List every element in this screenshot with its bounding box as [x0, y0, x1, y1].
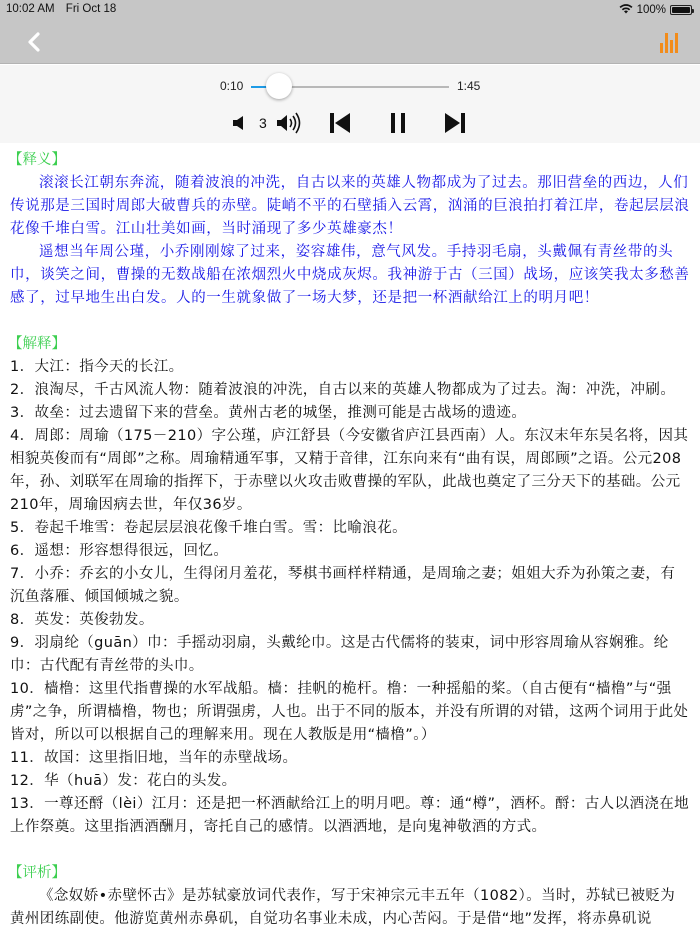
analysis-paragraph: 《念奴娇•赤壁怀古》是苏轼豪放词代表作，写于宋神宗元丰五年（1082）。当时，苏轼已被贬为黄州团练副使。他游览黄州赤鼻矶，自觉功名事业未成，内心苦闷。于是借“地”发挥，将赤鼻矶说: [10, 888, 676, 927]
status-bar: [0, 0, 700, 20]
skip-next-icon: [443, 111, 467, 135]
note-item: 7．小乔：乔玄的小女儿，生得闭月羞花，琴棋书画样样精通，是周瑜之妻；姐姐大乔为孙策之妻，有沉鱼落雁、倾国倾城之貌。: [10, 566, 676, 605]
note-item: 11．故国：这里指旧地，当年的赤壁战场。: [10, 750, 298, 766]
previous-button[interactable]: [328, 109, 352, 137]
note-item: 6．遥想：形容想得很远，回忆。: [10, 543, 229, 559]
note-item: 3．故垒：过去遗留下来的营垒。黄州古老的城堡，推测可能是古战场的遗迹。: [10, 405, 527, 421]
note-item: 9．羽扇纶（guān）巾：手摇动羽扇，头戴纶巾。这是古代儒将的装束，词中形容周瑜从容娴雅。纶巾：古代配有青丝带的头巾。: [10, 635, 669, 674]
translation-paragraph: 滚滚长江朝东奔流，随着波浪的冲洗，自古以来的英雄人物都成为了过去。那旧营垒的西边，人们传说那是三国时周郎大破曹兵的赤壁。陡峭不平的石壁插入云霄，汹涌的巨浪拍打着江岸，卷起层层浪花像千堆白雪。江山壮美如画，当时涌现了多少英雄豪杰！: [10, 175, 690, 237]
note-item: 13．一尊还酹（lèi）江月：还是把一杯酒献给江上的明月吧。尊：通“樽”，酒杯。酹：古人以酒浇在地上作祭奠。这里指洒酒酬月，寄托自己的感情。以酒洒地，是向鬼神敬酒的方式。: [10, 796, 690, 835]
wifi-icon: [619, 3, 633, 17]
pause-button[interactable]: [388, 109, 408, 137]
status-time: 10:02 AM: [6, 3, 55, 15]
status-left: [6, 3, 124, 15]
note-item: 10．樯橹：这里代指曹操的水军战船。樯：挂帆的桅杆。橹：一种摇船的桨。（自古便有“樯橹”与“强虏”之争，所谓樯橹，物也；所谓强虏，人也。出于不同的版本，并没有所谓的对错，这两个词用于此处皆对，所以可以根据自己的理解来用。现在人教版是用“樯橹”。）: [10, 681, 689, 743]
note-item: 1．大江：指今天的长江。: [10, 359, 184, 375]
translation-paragraph: 遥想当年周公瑾，小乔刚刚嫁了过来，姿容雄伟，意气风发。手持羽毛扇，头戴佩有青丝带的头巾，谈笑之间，曹操的无数战船在浓烟烈火中烧成灰烬。我神游于古（三国）战场，应该笑我太多愁善感了，过早地生出白发。人的一生就象做了一场大梦，还是把一杯酒献给江上的明月吧！: [10, 244, 690, 306]
volume-down-icon: [232, 115, 246, 131]
total-time: 1:45: [457, 79, 481, 93]
volume-up-icon: [276, 112, 304, 134]
volume-up-button[interactable]: [276, 109, 304, 137]
audio-player: [0, 65, 700, 143]
progress-thumb[interactable]: [266, 73, 292, 99]
nav-bar: [0, 20, 700, 64]
current-time: 0:10: [220, 79, 244, 93]
skip-previous-icon: [328, 111, 352, 135]
back-button[interactable]: [20, 28, 48, 56]
note-item: 2．浪淘尽，千古风流人物：随着波浪的冲洗，自古以来的英雄人物都成为了过去。淘：冲洗，冲刷。: [10, 382, 676, 398]
pause-icon: [388, 111, 408, 135]
volume-down-button[interactable]: [232, 109, 246, 137]
notes-heading: 【解释】: [8, 336, 66, 352]
next-button[interactable]: [443, 109, 467, 137]
note-item: 5．卷起千堆雪：卷起层层浪花像千堆白雪。雪：比喻浪花。: [10, 520, 408, 536]
bar-chart-icon: [660, 43, 663, 53]
chevron-left-icon: [27, 32, 41, 52]
poem-content: [0, 143, 700, 931]
playback-controls: [0, 109, 700, 137]
status-right: [619, 3, 692, 17]
battery-percent: 100%: [636, 4, 666, 16]
note-item: 12．华（huā）发：花白的头发。: [10, 773, 237, 789]
volume-level: 3: [259, 115, 267, 131]
note-item: 4．周郎：周瑜（175－210）字公瑾，庐江舒县（今安徽省庐江县西南）人。东汉末年东吴名将，因其相貌英俊而有“周郎”之称。周瑜精通军事，又精于音律，江东向来有“曲有误，周郎顾”之语。公元208年，孙、刘联军在周瑜的指挥下，于赤壁以火攻击败曹操的军队，此战也奠定了三分天下的基础。公元210年，周瑜因病去世，年仅36岁。: [10, 428, 689, 513]
translation-heading: 【释义】: [8, 152, 66, 168]
analysis-heading: 【评析】: [8, 865, 66, 881]
battery-icon: [670, 5, 692, 15]
note-item: 8．英发：英俊勃发。: [10, 612, 154, 628]
status-date: Fri Oct 18: [65, 3, 117, 15]
bar-chart-button[interactable]: [660, 30, 684, 54]
